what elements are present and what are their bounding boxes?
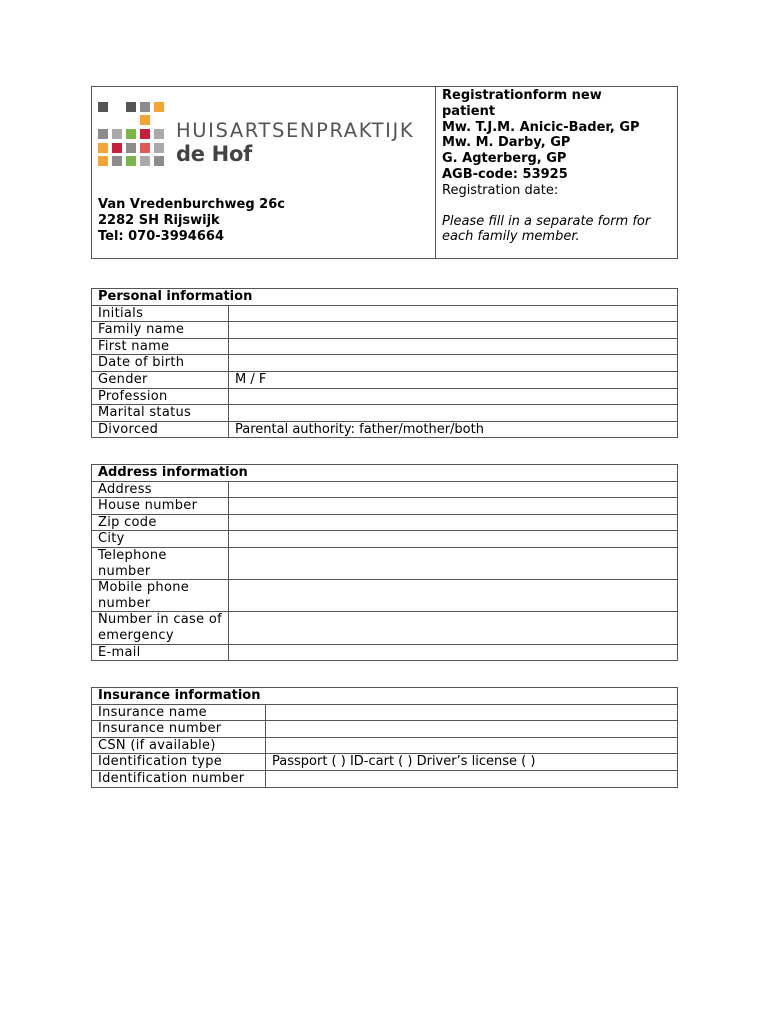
field-value[interactable] [229, 644, 678, 661]
personal-information-table [91, 288, 678, 438]
table-row [92, 421, 678, 438]
field-label: First name [92, 338, 229, 355]
header-table [91, 86, 678, 259]
field-value[interactable] [266, 704, 678, 721]
table-row [92, 770, 678, 787]
field-label: E-mail [92, 644, 229, 661]
doctor-3: G. Agterberg, GP [442, 151, 567, 167]
field-value[interactable] [229, 547, 678, 579]
field-value[interactable] [229, 405, 678, 422]
table-row [92, 547, 678, 579]
field-value[interactable] [229, 531, 678, 548]
field-label: Gender [92, 371, 229, 388]
logo-mosaic-icon [98, 102, 168, 166]
address-phone: Tel: 070-3994664 [98, 229, 224, 244]
field-label: Initials [92, 305, 229, 322]
table-row [92, 754, 678, 771]
insurance-information-table [91, 687, 678, 788]
doctor-2: Mw. M. Darby, GP [442, 135, 571, 151]
table-row [92, 704, 678, 721]
field-value[interactable] [229, 388, 678, 405]
field-value[interactable] [229, 338, 678, 355]
field-label: Zip code [92, 514, 229, 531]
field-label: Divorced [92, 421, 229, 438]
table-row [92, 580, 678, 612]
registration-date-label: Registration date: [442, 182, 559, 198]
note-line2: each family member. [442, 229, 580, 245]
field-value[interactable] [229, 580, 678, 612]
field-value[interactable] [266, 737, 678, 754]
practice-logo [98, 102, 414, 167]
field-label: Marital status [92, 405, 229, 422]
address-street: Van Vredenburchweg 26c [98, 197, 285, 212]
table-row [92, 721, 678, 738]
field-label: Insurance name [92, 704, 266, 721]
table-row [92, 371, 678, 388]
field-value[interactable] [229, 514, 678, 531]
field-value[interactable]: Passport ( ) ID-cart ( ) Driver’s license ( ) [266, 754, 678, 771]
field-label: House number [92, 498, 229, 515]
table-row [92, 338, 678, 355]
field-label: Number in case of emergency [92, 612, 229, 644]
table-row [92, 405, 678, 422]
section-title: Insurance information [92, 688, 678, 705]
logo-line1: HUISARTSENPRAKTIJK [176, 119, 415, 142]
table-row [92, 322, 678, 339]
table-row [92, 498, 678, 515]
field-label: Identification number [92, 770, 266, 787]
table-row [92, 514, 678, 531]
logo-line2: de Hof [176, 142, 252, 166]
table-row [92, 388, 678, 405]
header-left-cell [92, 87, 436, 258]
address-city: 2282 SH Rijswijk [98, 213, 220, 228]
field-label: Family name [92, 322, 229, 339]
section-title: Address information [92, 465, 678, 482]
practice-address [98, 197, 285, 245]
field-value[interactable] [229, 498, 678, 515]
table-row [92, 355, 678, 372]
table-row [92, 481, 678, 498]
field-value[interactable] [266, 770, 678, 787]
address-information-table [91, 464, 678, 661]
doctor-1: Mw. T.J.M. Anicic-Bader, GP [442, 119, 640, 135]
field-value[interactable]: Parental authority: father/mother/both [229, 421, 678, 438]
field-label: CSN (if available) [92, 737, 266, 754]
header-right-cell [436, 87, 677, 258]
field-value[interactable] [229, 305, 678, 322]
agb-code: AGB-code: 53925 [442, 166, 568, 182]
logo-text [176, 121, 414, 167]
table-row [92, 737, 678, 754]
table-row [92, 531, 678, 548]
field-label: Date of birth [92, 355, 229, 372]
table-row [92, 644, 678, 661]
form-title-line2: patient [442, 103, 496, 119]
field-value[interactable] [229, 355, 678, 372]
table-row [92, 305, 678, 322]
field-value[interactable] [229, 322, 678, 339]
field-label: City [92, 531, 229, 548]
section-title: Personal information [92, 289, 678, 306]
field-label: Profession [92, 388, 229, 405]
field-value[interactable] [229, 612, 678, 644]
field-value[interactable] [229, 481, 678, 498]
field-label: Telephone number [92, 547, 229, 579]
field-label: Identification type [92, 754, 266, 771]
table-row [92, 612, 678, 644]
field-value[interactable] [266, 721, 678, 738]
field-value[interactable]: M / F [229, 371, 678, 388]
field-label: Mobile phone number [92, 580, 229, 612]
field-label: Address [92, 481, 229, 498]
form-title-line1: Registrationform new [442, 88, 602, 103]
note-line1: Please fill in a separate form for [442, 213, 651, 229]
field-label: Insurance number [92, 721, 266, 738]
